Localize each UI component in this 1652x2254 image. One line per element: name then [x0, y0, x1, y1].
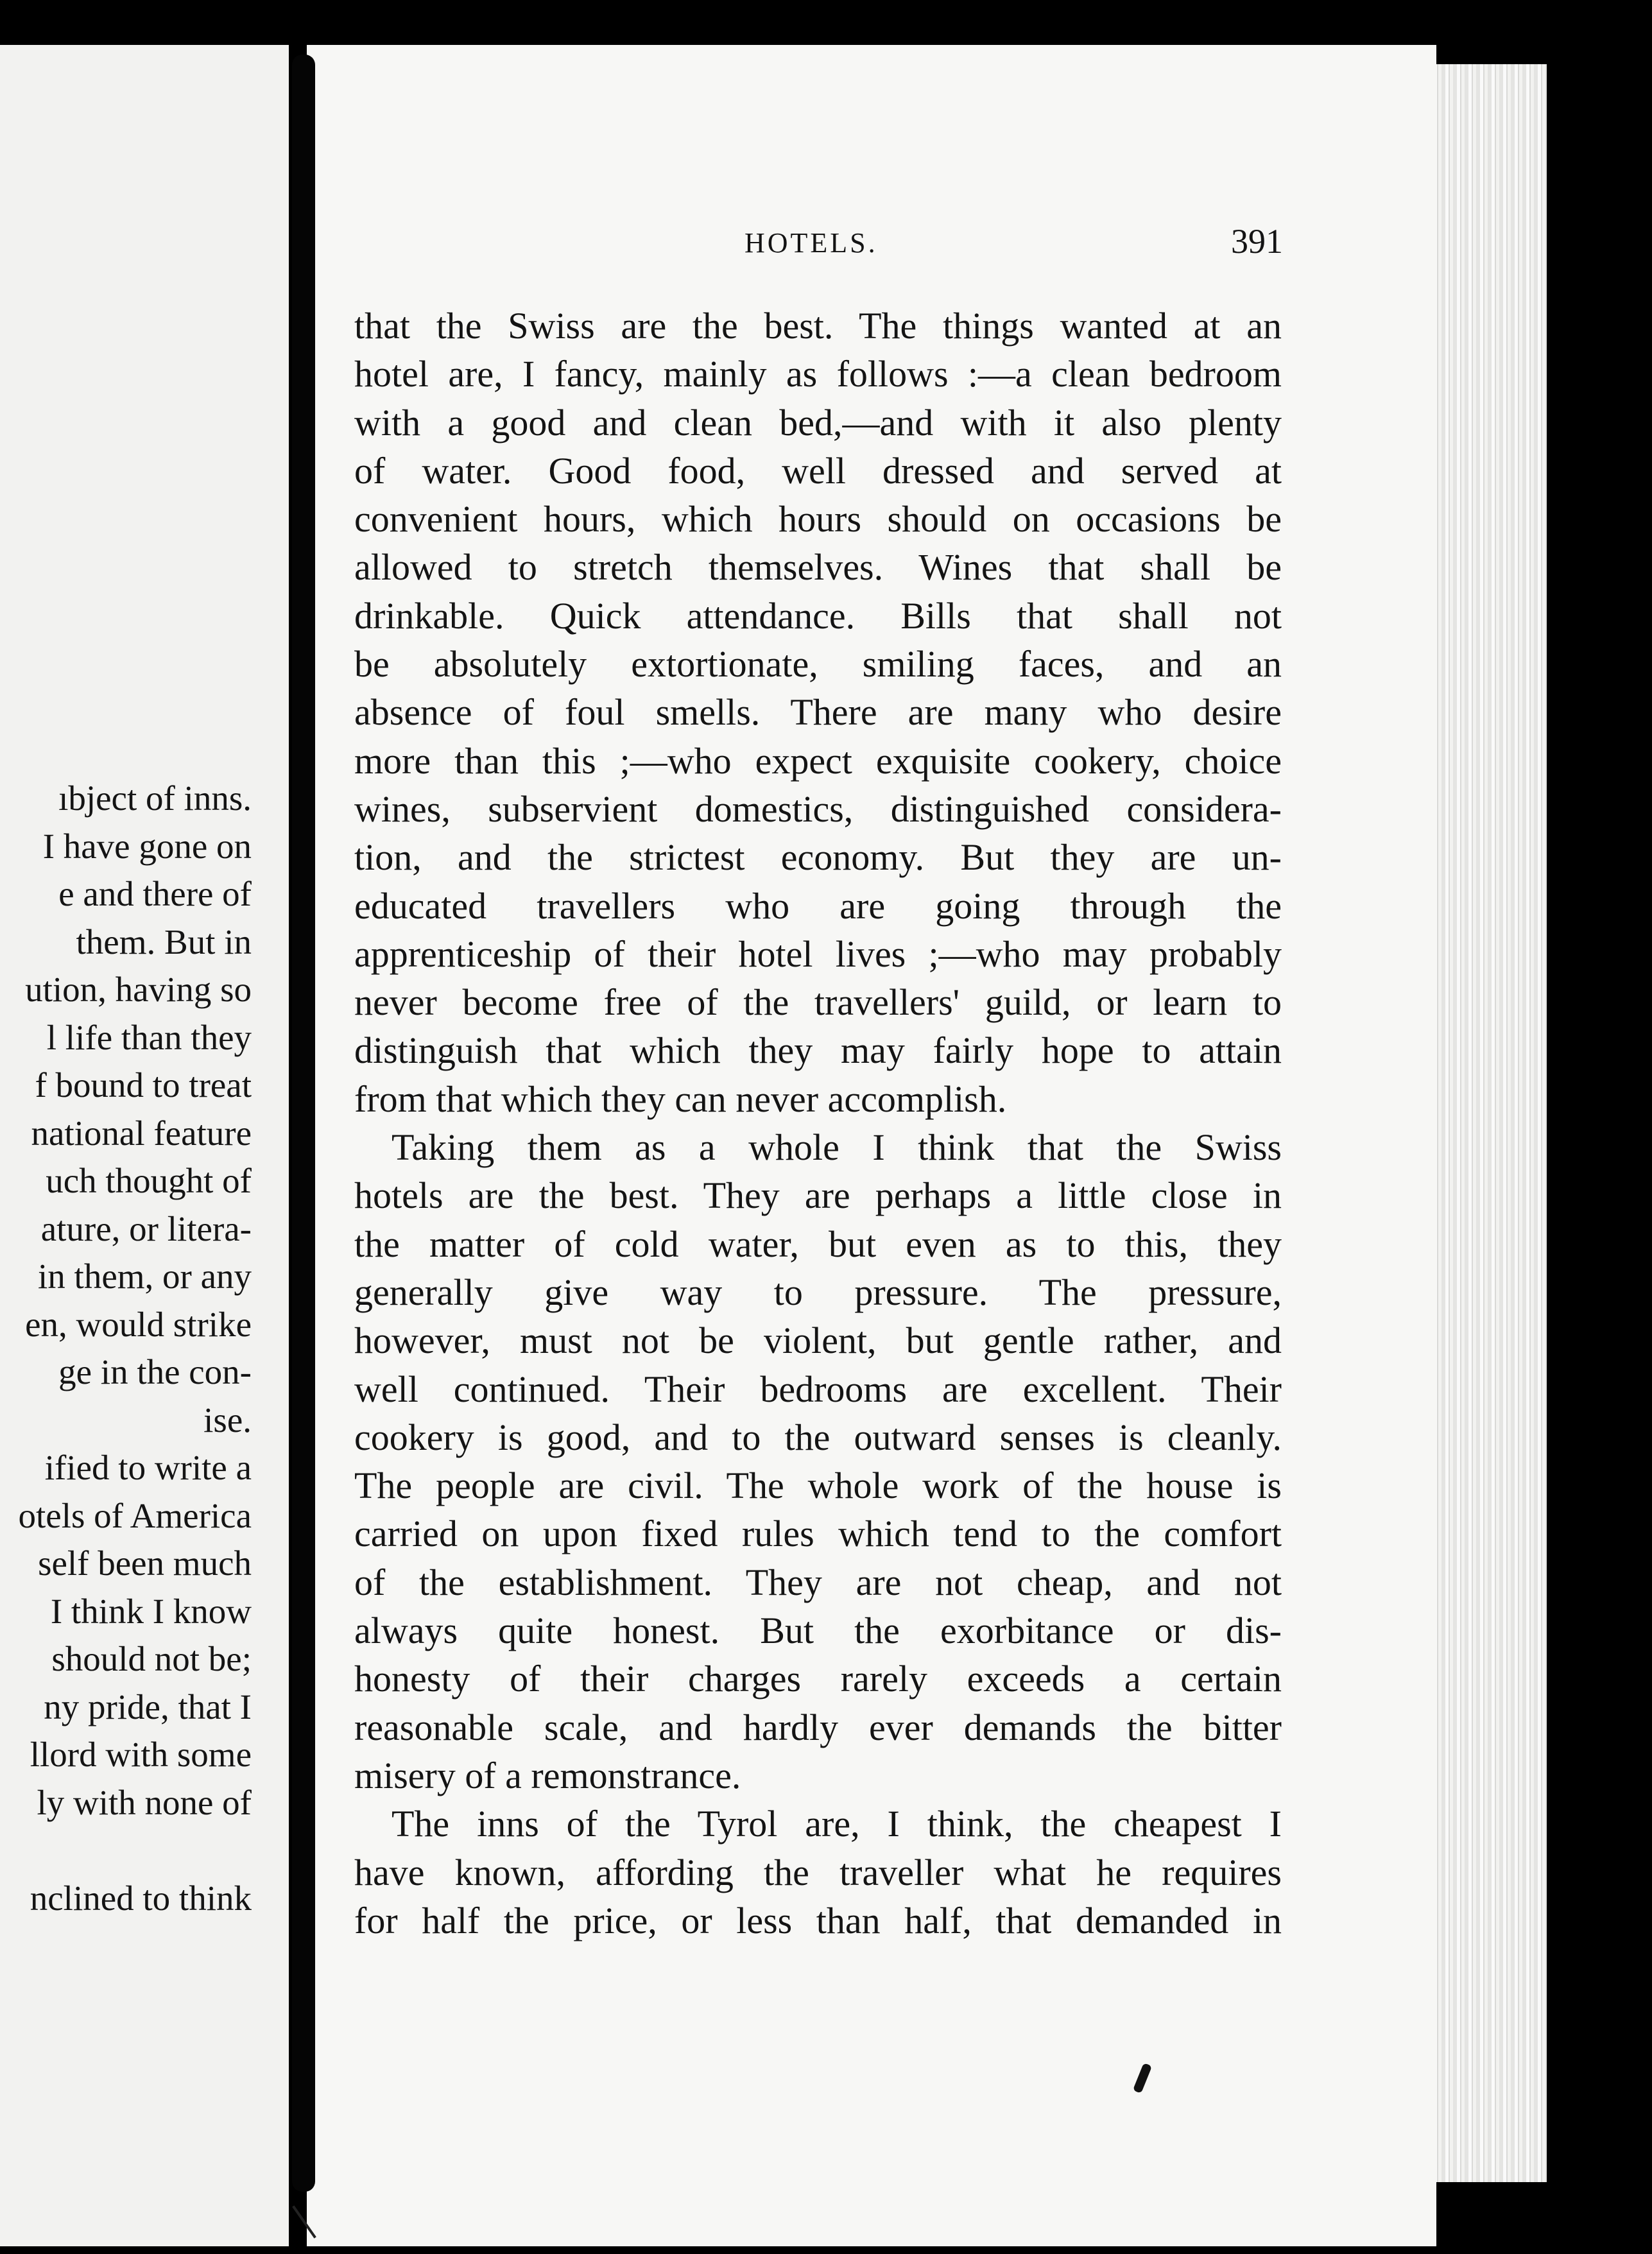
text-line: never become free of the travellers' guild, or learn to — [354, 981, 1282, 1024]
left-page-line: l life than they — [46, 1017, 252, 1057]
text-line: always quite honest. But the exorbitance or dis- — [354, 1610, 1282, 1652]
text-line: the matter of cold water, but even as to this, they — [354, 1223, 1282, 1265]
text-line: more than this ;—who expect exquisite cookery, choice — [354, 739, 1282, 782]
text-line: hotel are, I fancy, mainly as follows :—a clean bedroom — [354, 353, 1282, 395]
text-line: The people are civil. The whole work of the house is — [354, 1465, 1282, 1507]
text-line: reasonable scale, and hardly ever demands the bitter — [354, 1706, 1282, 1748]
book-gutter — [292, 55, 315, 2192]
left-page-line: en, would strike — [25, 1304, 252, 1344]
text-line: from that which they can never accomplish. — [354, 1078, 1007, 1120]
text-line: cookery is good, and to the outward senses is cleanly. — [354, 1416, 1282, 1458]
left-page-line: otels of America — [18, 1495, 252, 1535]
body-text — [354, 302, 1282, 1945]
text-line: distinguish that which they may fairly hope to attain — [354, 1029, 1282, 1072]
left-page-line: should not be; — [51, 1639, 252, 1678]
text-line: with a good and clean bed,—and with it also plenty — [354, 401, 1282, 443]
text-line: tion, and the strictest economy. But they are un- — [354, 836, 1282, 879]
text-line: be absolutely extortionate, smiling faces, and an — [354, 643, 1282, 685]
text-line: of water. Good food, well dressed and served at — [354, 449, 1282, 492]
text-line: convenient hours, which hours should on occasions be — [354, 498, 1282, 540]
text-line: that the Swiss are the best. The things wanted at an — [354, 305, 1282, 347]
text-line: allowed to stretch themselves. Wines that shall be — [354, 546, 1282, 589]
left-page — [0, 45, 289, 2246]
left-page-line: ıbject of inns. — [58, 779, 252, 818]
text-line: generally give way to pressure. The pressure, — [354, 1271, 1282, 1313]
left-page-line: llord with some — [30, 1735, 252, 1774]
text-line: have known, affording the traveller what he requires — [354, 1851, 1282, 1893]
left-page-line: ature, or litera- — [40, 1209, 252, 1248]
text-line: of the establishment. They are not cheap, and not — [354, 1561, 1282, 1603]
text-line: misery of a remonstrance. — [354, 1754, 741, 1796]
paragraph — [354, 302, 1282, 1123]
left-page-line: I have gone on — [42, 826, 252, 866]
left-page-line: nclined to think — [30, 1878, 252, 1918]
paragraph — [354, 1123, 1282, 1800]
text-line: Taking them as a whole I think that the Swiss — [391, 1126, 1282, 1169]
left-page-line: in them, or any — [38, 1257, 252, 1296]
text-line: carried on upon fixed rules which tend to the comfort — [354, 1513, 1282, 1555]
page-edges — [1418, 64, 1547, 2182]
left-page-line: ly with none of — [37, 1782, 252, 1822]
text-line: The inns of the Tyrol are, I think, the cheapest I — [391, 1803, 1282, 1845]
left-page-line: I think I know — [50, 1591, 252, 1631]
text-line: educated travellers who are going through the — [354, 884, 1282, 927]
left-page-text — [0, 775, 252, 1922]
left-page-line — [0, 1827, 252, 1875]
left-page-line: national feature — [31, 1113, 252, 1153]
left-page-line: f bound to treat — [35, 1065, 252, 1105]
left-page-line: uch thought of — [46, 1161, 252, 1200]
left-page-line: ution, having so — [25, 970, 252, 1009]
text-line: for half the price, or less than half, that demanded in — [354, 1899, 1282, 1941]
running-head: HOTELS. — [744, 227, 878, 259]
left-page-line: self been much — [38, 1544, 252, 1583]
left-page-line: ise. — [203, 1400, 252, 1440]
page-number: 391 — [1231, 222, 1283, 261]
left-page-line: them. But in — [76, 922, 252, 961]
text-line: however, must not be violent, but gentle rather, and — [354, 1320, 1282, 1362]
text-line: drinkable. Quick attendance. Bills that shall not — [354, 594, 1282, 637]
text-line: hotels are the best. They are perhaps a little close in — [354, 1174, 1282, 1217]
text-line: wines, subservient domestics, distinguished considera- — [354, 787, 1282, 830]
left-page-line: ge in the con- — [58, 1352, 252, 1391]
paragraph — [354, 1800, 1282, 1945]
left-page-line: ny pride, that I — [44, 1687, 252, 1726]
left-page-line: ified to write a — [44, 1448, 252, 1487]
text-line: absence of foul smells. There are many who desire — [354, 691, 1282, 734]
left-page-line: e and there of — [58, 874, 252, 913]
text-line: honesty of their charges rarely exceeds a certain — [354, 1658, 1282, 1700]
text-line: apprenticeship of their hotel lives ;—who may probably — [354, 933, 1282, 975]
text-line: well continued. Their bedrooms are excellent. Their — [354, 1368, 1282, 1410]
